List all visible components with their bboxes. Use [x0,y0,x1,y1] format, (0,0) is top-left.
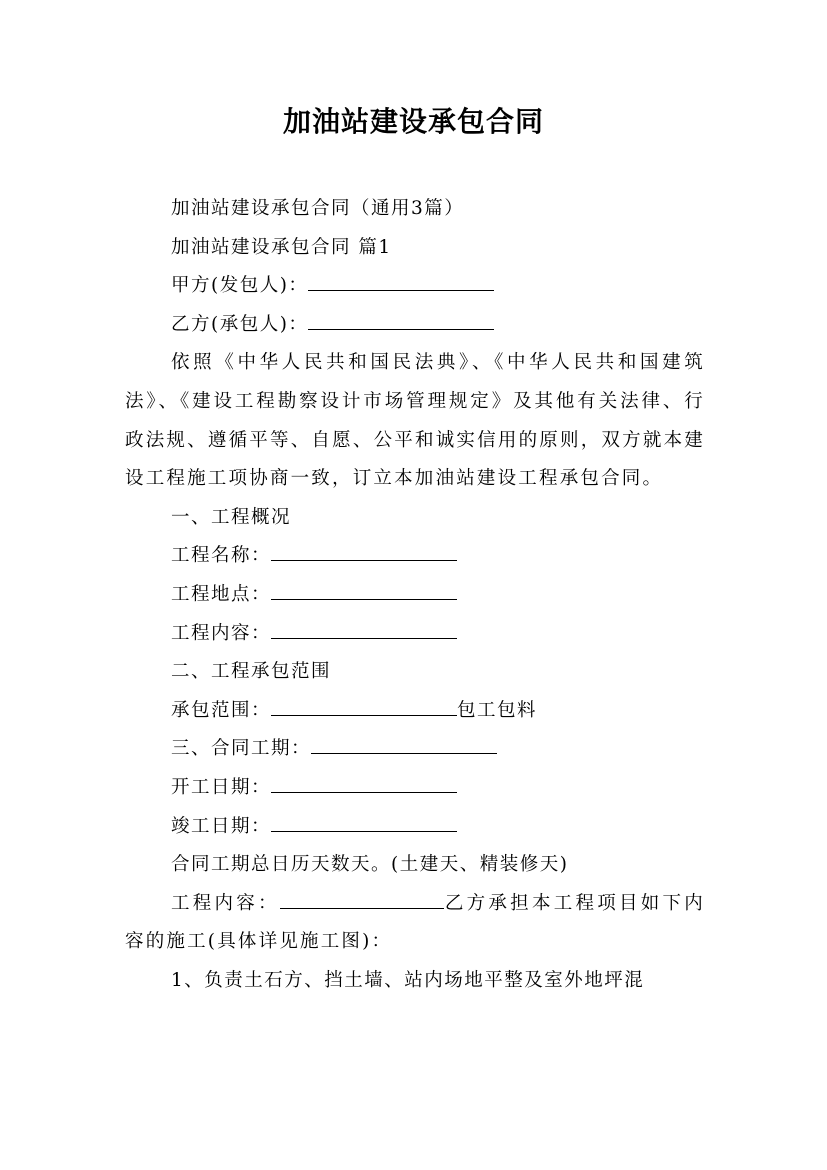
project-content-label-2: 工程内容： [171,892,280,914]
party-b-blank [308,315,494,330]
content-paragraph [125,885,705,962]
item-1: 1、负责土石方、挡土墙、站内场地平整及室外地坪混 [171,969,645,991]
content-paragraph-suffix: 乙方承担本工程项目如下内容的施工(具体详见施工图)： [125,892,705,953]
section3-label: 三、合同工期： [171,738,312,760]
scope-suffix: 包工包料 [457,699,538,721]
section2-heading: 二、工程承包范围 [171,661,332,683]
project-name-blank [271,546,457,561]
end-date-line [125,808,705,847]
party-a-line [125,267,705,306]
scope-blank [271,701,457,716]
start-date-label: 开工日期： [171,776,272,798]
end-date-blank [271,817,457,832]
duration-note: 合同工期总日历天数天。(土建天、精装修天) [171,854,569,876]
project-location-blank [271,585,457,600]
part-heading: 加油站建设承包合同 篇1 [171,236,392,258]
start-date-line [125,769,705,808]
subtitle: 加油站建设承包合同（通用3篇） [171,198,465,219]
section3-blank [311,739,497,754]
project-location-line [125,576,705,615]
project-content-blank-2 [280,894,444,909]
party-b-label: 乙方(承包人)： [171,313,309,335]
project-name-label: 工程名称： [171,545,272,567]
end-date-label: 竣工日期： [171,815,272,837]
party-a-label: 甲方(发包人)： [171,275,309,297]
scope-label: 承包范围： [171,699,272,721]
document-title: 加油站建设承包合同 [282,105,544,138]
party-a-blank [308,276,494,291]
start-date-blank [271,778,457,793]
intro-paragraph: 依照《中华人民共和国民法典》、《中华人民共和国建筑法》、《建设工程勘察设计市场管理规定》及其他有关法律、行政法规、遵循平等、自愿、公平和诚实信用的原则，双方就本建设工程施工项协商一致，订立本加油站建设工程承包合同。 [125,352,705,490]
project-content-label: 工程内容： [171,622,272,644]
section1-heading: 一、工程概况 [171,506,292,528]
section3-line [125,730,705,769]
project-content-blank [271,624,457,639]
project-name-line [125,537,705,576]
project-content-line [125,615,705,654]
scope-line [125,692,705,731]
document-body [125,190,705,1000]
project-location-label: 工程地点： [171,583,272,605]
party-b-line [125,306,705,345]
